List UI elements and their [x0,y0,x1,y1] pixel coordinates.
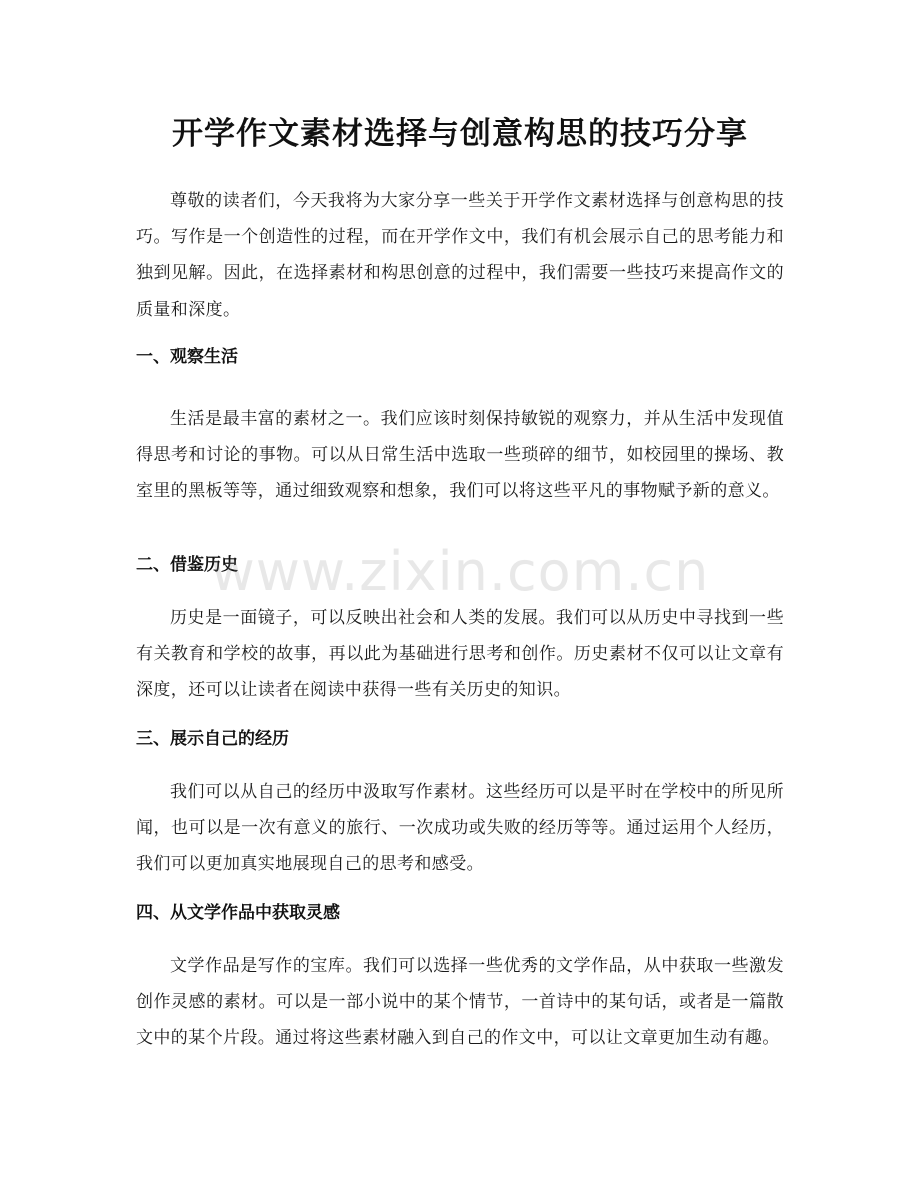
section-heading-2: 二、借鉴历史 [136,555,238,575]
section-heading-4: 四、从文学作品中获取灵感 [136,903,340,923]
document-title: 开学作文素材选择与创意构思的技巧分享 [172,116,748,152]
section-heading-3: 三、展示自己的经历 [136,729,289,749]
watermark-text: www.zixin.com.cn [210,540,710,603]
section-body-3: 我们可以从自己的经历中汲取写作素材。这些经历可以是平时在学校中的所见所闻，也可以是一次有意义的旅行、一次成功或失败的经历等等。通过运用个人经历，我们可以更加真实地展现自己的思考和感受。 [136,782,784,875]
section-body-2: 历史是一面镜子，可以反映出社会和人类的发展。我们可以从历史中寻找到一些有关教育和学校的故事，再以此为基础进行思考和创作。历史素材不仅可以让文章有深度，还可以让读者在阅读中获得一些有关历史的知识。 [136,608,784,701]
section-heading-1: 一、观察生活 [136,347,238,367]
section-body-4: 文学作品是写作的宝库。我们可以选择一些优秀的文学作品，从中获取一些激发创作灵感的素材。可以是一部小说中的某个情节，一首诗中的某句话，或者是一篇散文中的某个片段。通过将这些素材融入到自己的作文中，可以让文章更加生动有趣。 [136,956,784,1049]
intro-paragraph: 尊敬的读者们，今天我将为大家分享一些关于开学作文素材选择与创意构思的技巧。写作是一个创造性的过程，而在开学作文中，我们有机会展示自己的思考能力和独到见解。因此，在选择素材和构思创意的过程中，我们需要一些技巧来提高作文的质量和深度。 [136,191,784,320]
section-body-1: 生活是最丰富的素材之一。我们应该时刻保持敏锐的观察力，并从生活中发现值得思考和讨论的事物。可以从日常生活中选取一些琐碎的细节，如校园里的操场、教室里的黑板等等，通过细致观察和想象，我们可以将这些平凡的事物赋予新的意义。 [136,409,784,502]
